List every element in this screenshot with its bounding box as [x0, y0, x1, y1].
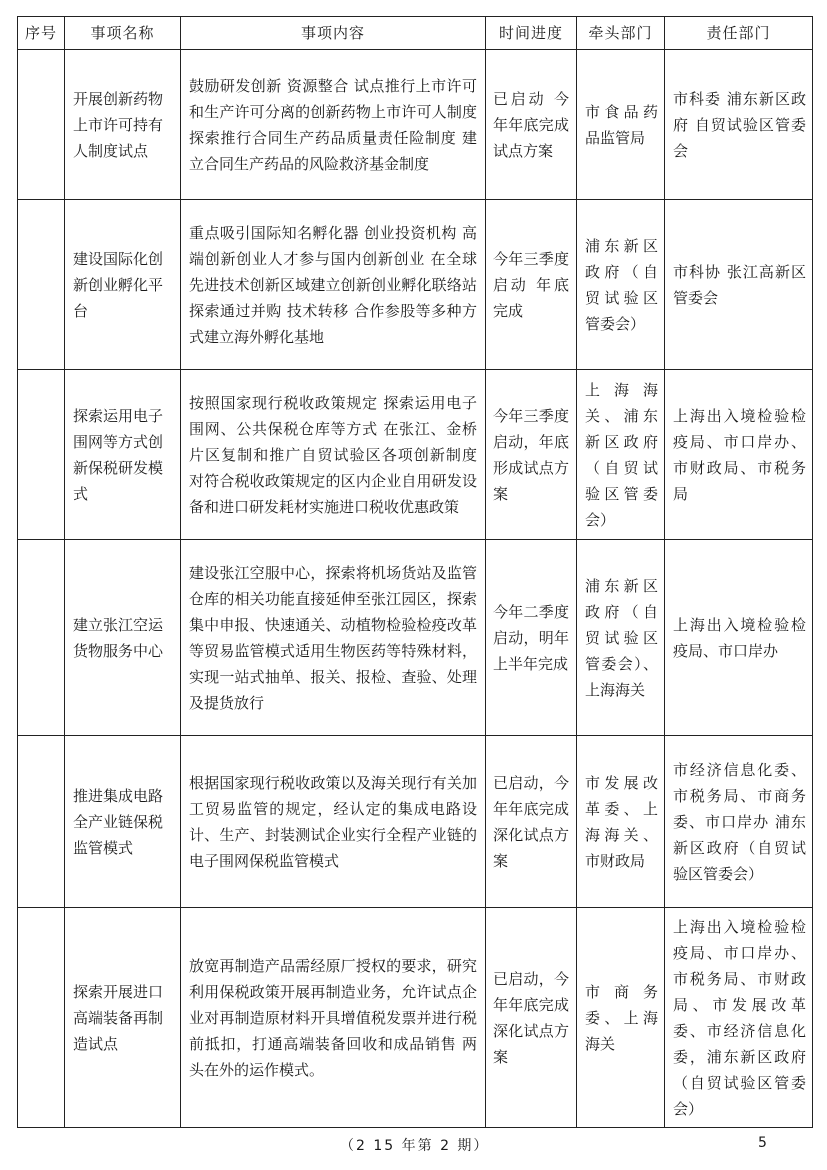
item-schedule: 已启动，今年年底完成深化试点方案	[486, 908, 577, 1128]
item-schedule: 今年三季度启动 年底完成	[486, 200, 577, 370]
item-content: 建设张江空服中心，探索将机场货站及监管仓库的相关功能直接延伸至张江园区，探索集中申报、快速通关、动植物检验检疫改革等贸易监管模式适用生物医药等特殊材料，实现一站式抽单、报关、报检、查验、处理及提货放行	[181, 540, 486, 736]
row-number	[18, 50, 65, 200]
task-table	[17, 16, 813, 1128]
responsible-department: 上海出入境检验检疫局、市口岸办	[665, 540, 813, 736]
header-no: 序号	[18, 17, 65, 50]
table-row	[18, 50, 813, 200]
item-content: 放宽再制造产品需经原厂授权的要求，研究利用保税政策开展再制造业务，允许试点企业对再制造原材料开具增值税发票并进行税前抵扣，打通高端装备回收和成品销售 两头在外的运作模式。	[181, 908, 486, 1128]
issue-label: （2 15 年第 2 期）	[340, 1138, 490, 1154]
item-schedule: 今年三季度启动，年底形成试点方案	[486, 370, 577, 540]
item-name: 探索开展进口高端装备再制造试点	[65, 908, 181, 1128]
table-row	[18, 200, 813, 370]
header-resp: 责任部门	[665, 17, 813, 50]
lead-department: 上海海关、浦东新区政府（自贸试验区管委会）	[577, 370, 665, 540]
row-number	[18, 370, 65, 540]
item-content: 重点吸引国际知名孵化器 创业投资机构 高端创新创业人才参与国内创新创业 在全球先进技术创新区域建立创新创业孵化联络站 探索通过并购 技术转移 合作参股等多种方式建立海外孵化基地	[181, 200, 486, 370]
lead-department: 浦东新区政府（自贸试验区管委会）	[577, 200, 665, 370]
responsible-department: 市科委 浦东新区政府 自贸试验区管委会	[665, 50, 813, 200]
item-name: 推进集成电路全产业链保税监管模式	[65, 736, 181, 908]
header-time: 时间进度	[486, 17, 577, 50]
item-content: 根据国家现行税收政策以及海关现行有关加工贸易监管的规定，经认定的集成电路设计、生产、封装测试企业实行全程产业链的电子围网保税监管模式	[181, 736, 486, 908]
row-number	[18, 736, 65, 908]
item-schedule: 已启动 今年年底完成试点方案	[486, 50, 577, 200]
item-name: 开展创新药物上市许可持有人制度试点	[65, 50, 181, 200]
table-row	[18, 370, 813, 540]
page-number: 5	[758, 1135, 767, 1151]
row-number	[18, 540, 65, 736]
item-name: 探索运用电子围网等方式创新保税研发模式	[65, 370, 181, 540]
table-header-row	[18, 17, 813, 50]
table-row	[18, 540, 813, 736]
item-schedule: 今年二季度启动，明年上半年完成	[486, 540, 577, 736]
header-content: 事项内容	[181, 17, 486, 50]
lead-department: 浦东新区政府（自贸试验区管委会）、上海海关	[577, 540, 665, 736]
responsible-department: 上海出入境检验检疫局、市口岸办、市财政局、市税务局	[665, 370, 813, 540]
lead-department: 市商务委、上海海关	[577, 908, 665, 1128]
header-name: 事项名称	[65, 17, 181, 50]
row-number	[18, 200, 65, 370]
responsible-department: 市经济信息化委、市税务局、市商务委、市口岸办 浦东新区政府（自贸试验区管委会）	[665, 736, 813, 908]
item-content: 鼓励研发创新 资源整合 试点推行上市许可和生产许可分离的创新药物上市许可人制度 探索推行合同生产药品质量责任险制度 建立合同生产药品的风险救济基金制度	[181, 50, 486, 200]
table-row	[18, 908, 813, 1128]
lead-department: 市发展改革委、上海海关、市财政局	[577, 736, 665, 908]
responsible-department: 上海出入境检验检疫局、市口岸办、市税务局、市财政局、市发展改革委、市经济信息化委，浦东新区政府（自贸试验区管委会）	[665, 908, 813, 1128]
item-name: 建立张江空运货物服务中心	[65, 540, 181, 736]
item-content: 按照国家现行税收政策规定 探索运用电子围网、公共保税仓库等方式 在张江、金桥片区复制和推广自贸试验区各项创新制度 对符合税收政策规定的区内企业自用研发设备和进口研发耗材实施进口税收优惠政策	[181, 370, 486, 540]
header-lead: 牵头部门	[577, 17, 665, 50]
responsible-department: 市科协 张江高新区管委会	[665, 200, 813, 370]
row-number	[18, 908, 65, 1128]
table-row	[18, 736, 813, 908]
lead-department: 市食品药品监管局	[577, 50, 665, 200]
item-name: 建设国际化创新创业孵化平台	[65, 200, 181, 370]
item-schedule: 已启动，今年年底完成深化试点方案	[486, 736, 577, 908]
